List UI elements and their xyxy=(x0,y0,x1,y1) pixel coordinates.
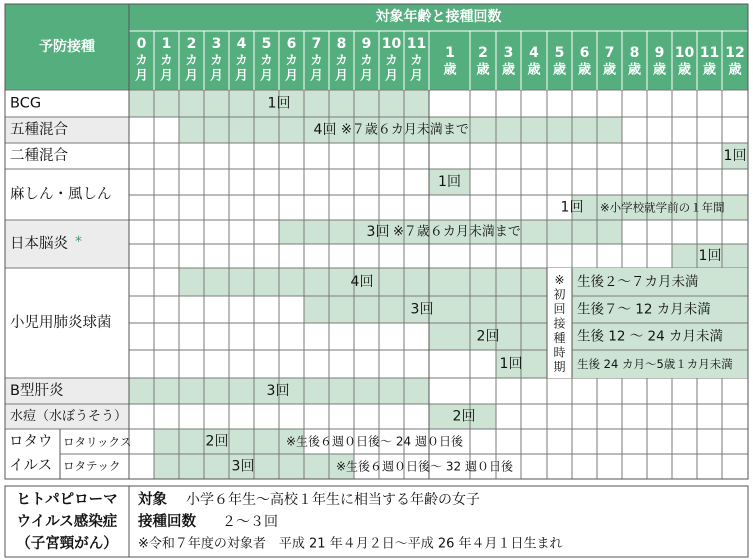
pcv-side-note-char: 初 xyxy=(553,287,566,302)
vaccine-label: 水痘（水ぼうそう） xyxy=(10,409,128,424)
year-label: 4 xyxy=(529,45,539,61)
dose-count-label: 4回 xyxy=(313,122,337,138)
year-label: 2 xyxy=(478,45,488,61)
pcv-side-note-char: ※ xyxy=(554,273,565,287)
month-unit-getsu: 月 xyxy=(234,68,249,84)
year-label: 11 xyxy=(699,45,720,61)
month-unit-getsu: 月 xyxy=(384,68,399,84)
month-unit-getsu: 月 xyxy=(134,68,149,84)
vaccine-label: 五種混合 xyxy=(10,122,68,138)
dose-count-label: 1回 xyxy=(560,199,584,216)
month-unit-getsu: 月 xyxy=(159,68,174,84)
month-unit-getsu: 月 xyxy=(409,68,424,84)
year-unit: 歳 xyxy=(527,62,541,78)
year-unit: 歳 xyxy=(602,62,617,78)
month-unit-ka: カ xyxy=(310,53,323,67)
month-unit-ka: カ xyxy=(160,53,173,67)
month-unit-ka: カ xyxy=(385,53,398,67)
month-unit-getsu: 月 xyxy=(209,68,224,84)
dose-count-label: 3回 xyxy=(366,224,390,240)
dose-count-label: 1回 xyxy=(499,356,523,372)
month-label: 4 xyxy=(236,36,247,52)
dose-count-label: 1回 xyxy=(698,248,722,264)
year-unit: 歳 xyxy=(443,62,457,78)
month-label: 6 xyxy=(286,36,297,52)
hpv-label-line: ヒトパピローマ xyxy=(16,492,118,508)
month-unit-ka: カ xyxy=(135,53,148,67)
month-unit-getsu: 月 xyxy=(334,68,349,84)
dose-count-label: 2回 xyxy=(452,408,476,425)
je-asterisk: * xyxy=(75,234,82,250)
pcv-side-note-char: 接 xyxy=(553,316,566,331)
pcv-side-note-char: 時 xyxy=(553,345,566,360)
year-label: 12 xyxy=(725,45,745,61)
month-label: 5 xyxy=(261,36,272,52)
year-label: 9 xyxy=(654,45,665,61)
je-primary-note: ※７歳６カ月未満まで xyxy=(393,224,521,240)
hpv-target-value: 小学６年生～高校１年生に相当する年齢の女子 xyxy=(186,492,480,508)
year-unit: 歳 xyxy=(677,62,692,78)
month-unit-ka: カ xyxy=(185,53,198,67)
year-unit: 歳 xyxy=(627,62,642,78)
dose-count-label: 3回 xyxy=(410,301,434,318)
hpv-label-line: ウイルス感染症 xyxy=(16,514,118,530)
vaccine-column-title: 予防接種 xyxy=(39,39,95,55)
year-unit: 歳 xyxy=(728,62,742,78)
month-unit-ka: カ xyxy=(335,53,348,67)
year-unit: 歳 xyxy=(501,62,516,78)
pcv-start-age: 生後２～７カ月未満 xyxy=(577,274,699,290)
rotavirus-label-line2: イルス xyxy=(9,458,53,474)
dose-count-label: 2回 xyxy=(476,328,500,345)
vaccine-label: B型肝炎 xyxy=(10,383,64,399)
dpt-ipv-hib-note: ※７歳６カ月未満まで xyxy=(341,122,469,138)
mr-second-note: ※小学校就学前の１年間 xyxy=(600,200,725,215)
hpv-note: ※令和７年度の対象者 平成 21 年４月２日～平成 26 年４月１日生まれ xyxy=(138,536,563,552)
month-unit-ka: カ xyxy=(260,53,273,67)
rotateq-label: ロタテック xyxy=(63,459,121,473)
year-unit: 歳 xyxy=(552,62,567,78)
vaccine-label: 日本脳炎 xyxy=(10,236,68,252)
pcv-3-dose-bar xyxy=(304,296,572,323)
dose-count-label: 1回 xyxy=(267,95,291,112)
month-label: 3 xyxy=(211,36,222,52)
dose-count-label: 4回 xyxy=(350,274,374,290)
rotavirus-label-line1: ロタウ xyxy=(9,434,53,450)
age-header-title: 対象年齢と接種回数 xyxy=(375,9,502,25)
month-unit-ka: カ xyxy=(285,53,298,67)
month-label: 7 xyxy=(311,36,322,52)
year-unit: 歳 xyxy=(577,62,592,78)
pcv-start-age: 生後 24 カ月～5歳１カ月未満 xyxy=(577,357,733,371)
month-unit-ka: カ xyxy=(410,53,423,67)
vaccine-label: 小児用肺炎球菌 xyxy=(10,315,112,331)
year-unit: 歳 xyxy=(702,62,717,78)
hpv-count-value: ２～３回 xyxy=(222,514,278,530)
year-label: 10 xyxy=(674,45,695,61)
month-label: 11 xyxy=(406,36,427,52)
month-unit-ka: カ xyxy=(235,53,248,67)
year-label: 8 xyxy=(629,45,640,61)
month-unit-ka: カ xyxy=(210,53,223,67)
month-unit-getsu: 月 xyxy=(309,68,324,84)
hpv-label-line: （子宮頸がん） xyxy=(16,536,118,552)
month-unit-getsu: 月 xyxy=(184,68,199,84)
vaccine-label: 二種混合 xyxy=(10,148,68,164)
year-label: 3 xyxy=(503,45,514,61)
vaccine-label: 麻しん・風しん xyxy=(10,186,112,203)
month-unit-ka: カ xyxy=(360,53,373,67)
month-unit-getsu: 月 xyxy=(259,68,274,84)
year-unit: 歳 xyxy=(476,62,490,78)
pcv-side-note-char: 回 xyxy=(553,302,566,316)
rotateq-note: ※生後６週０日後～ 32 週０日後 xyxy=(336,459,513,474)
dose-count-label: 2回 xyxy=(205,433,229,450)
pcv-side-note-char: 種 xyxy=(553,331,566,345)
pcv-side-note-char: 期 xyxy=(553,360,566,374)
month-label: 10 xyxy=(381,36,402,52)
year-label: 5 xyxy=(554,45,565,61)
pcv-start-age: 生後 12 ～ 24 カ月未満 xyxy=(577,328,724,345)
dose-count-label: 3回 xyxy=(231,458,255,475)
year-label: 1 xyxy=(445,45,455,61)
year-unit: 歳 xyxy=(652,62,667,78)
pcv-4-dose-bar xyxy=(179,268,572,296)
month-label: 8 xyxy=(336,36,347,52)
hpv-count-key: 接種回数 xyxy=(138,514,196,530)
month-label: 0 xyxy=(136,36,147,52)
rotarix-note: ※生後６週０日後～ 24 週０日後 xyxy=(286,434,463,449)
vaccine-label: BCG xyxy=(10,95,42,112)
hpv-target-key: 対象 xyxy=(138,492,167,508)
dose-count-label: 3回 xyxy=(266,383,290,399)
year-label: 6 xyxy=(579,45,590,61)
year-label: 7 xyxy=(604,45,615,61)
month-label: 2 xyxy=(186,36,197,52)
month-unit-getsu: 月 xyxy=(284,68,299,84)
pcv-start-age: 生後７～ 12 カ月未満 xyxy=(577,301,711,318)
dose-count-label: 1回 xyxy=(438,174,461,190)
month-label: 1 xyxy=(161,36,172,52)
dose-count-label: 1回 xyxy=(723,148,747,164)
month-unit-getsu: 月 xyxy=(359,68,374,84)
month-label: 9 xyxy=(361,36,372,52)
rotarix-label: ロタリックス xyxy=(63,435,132,449)
